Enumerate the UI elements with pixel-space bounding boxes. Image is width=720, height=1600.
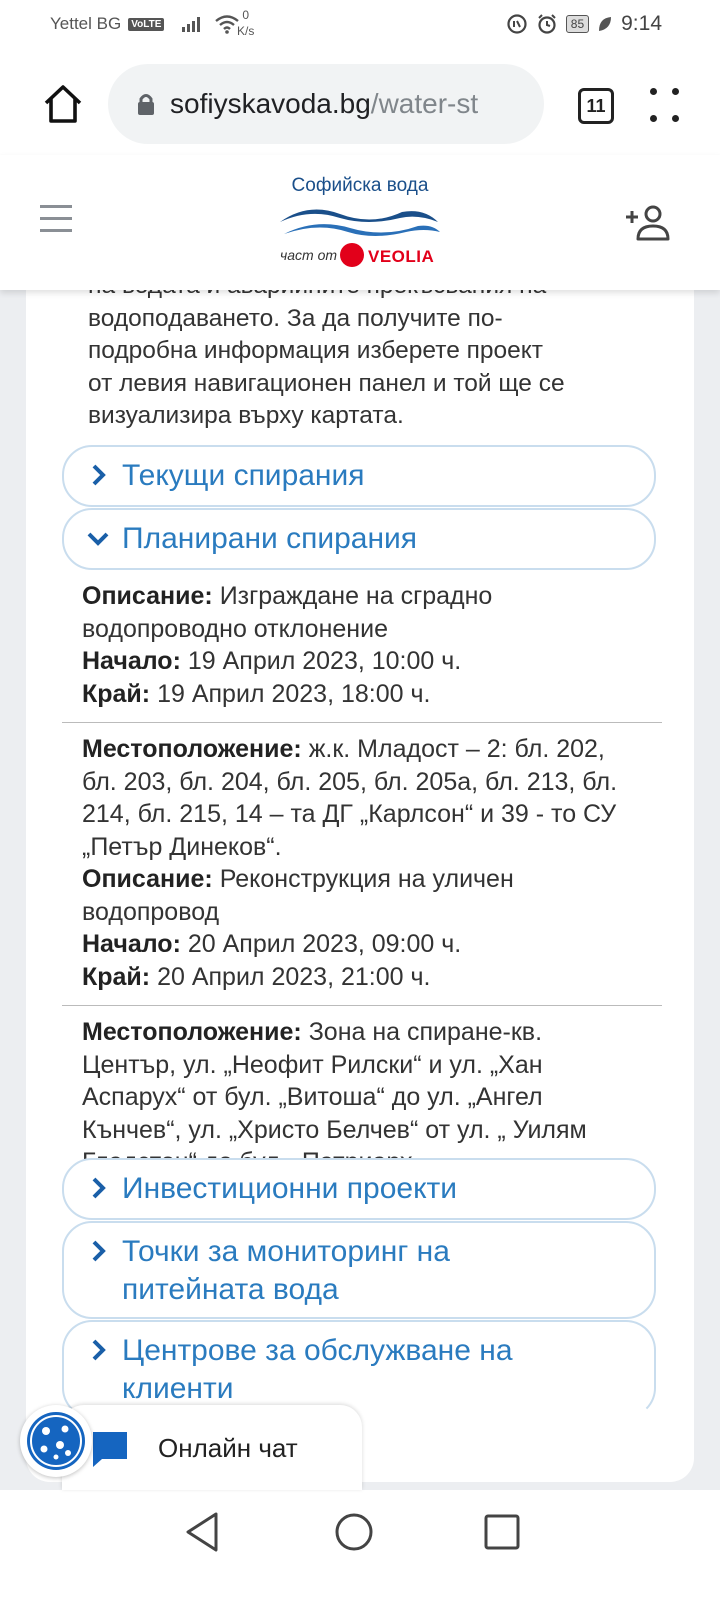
status-left — [50, 14, 240, 34]
start-label: Начало: — [82, 647, 181, 675]
start-value: 20 Април 2023, 09:00 ч. — [187, 930, 462, 958]
clock: 9:14 — [621, 12, 662, 35]
end-label: Край: — [82, 679, 151, 708]
address-bar[interactable] — [108, 64, 544, 144]
chevron-right-icon — [86, 463, 110, 487]
chevron-right-icon — [86, 1176, 110, 1200]
intro-line: визуализира върху картата. — [88, 402, 404, 429]
speed-value: 0 — [242, 8, 250, 22]
volte-badge: VoLTE — [128, 18, 164, 31]
end-value: 19 Април 2023, 18:00 ч. — [157, 679, 431, 708]
description-label: Описание: — [82, 865, 213, 893]
veolia-brand: VEOLIA — [368, 247, 435, 266]
accordion-label-line: Точки за мониторинг на — [122, 1235, 450, 1268]
recents-icon[interactable] — [480, 1510, 524, 1554]
lock-icon[interactable] — [136, 92, 156, 116]
content-card — [26, 270, 694, 1482]
chevron-right-icon — [86, 1239, 110, 1263]
accordion-planned-outages[interactable] — [62, 508, 656, 570]
home-nav-icon[interactable] — [332, 1510, 376, 1554]
site-header — [0, 155, 720, 290]
chevron-down-icon — [86, 526, 110, 550]
accordion-label-line: клиенти — [122, 1372, 234, 1405]
speed-unit: K/s — [237, 24, 255, 38]
network-speed — [237, 7, 254, 39]
intro-text — [88, 270, 658, 433]
browser-toolbar — [0, 50, 720, 155]
description-label: Описание: — [82, 582, 213, 610]
data-saver-icon — [506, 13, 528, 35]
online-chat-button[interactable] — [62, 1405, 362, 1490]
more-menu-icon[interactable] — [650, 88, 680, 124]
accordion-label: Планирани спирания — [122, 522, 418, 555]
location-value: ж.к. Младост – 2: бл. 202, бл. 203, бл. 204, бл. 205, бл. 205а, бл. 213, бл. 214, бл. 215, 14 – та ДГ „Карлсон“ и 39 - то СУ „Петър Динеков“. — [82, 735, 618, 861]
accordion-current-outages[interactable] — [62, 445, 656, 507]
accordion-label: Текущи спирания — [122, 459, 365, 492]
hamburger-menu-icon[interactable] — [40, 205, 72, 233]
cookie-settings-button[interactable] — [20, 1405, 92, 1477]
accordion-customer-centers[interactable] — [62, 1320, 656, 1418]
back-icon[interactable] — [180, 1510, 224, 1554]
location-value: Зона на спиране-кв. Център, ул. „Неофит Рилски“ и ул. „Хан Аспарух“ от бул. „Витоша“ до ул. „Ангел Кънчев“, ул. „Христо Белчев“ от ул. „ Уилям — [82, 1018, 587, 1144]
description-value: Реконструкция на уличен водопровод — [82, 865, 514, 926]
veolia-logo-icon — [340, 243, 364, 267]
planned-outages-list[interactable] — [62, 570, 662, 1158]
end-value: 20 Април 2023, 21:00 ч. — [157, 962, 431, 991]
list-item — [62, 723, 662, 1006]
chat-label: Онлайн чат — [158, 1433, 298, 1463]
location-label: Местоположение: — [82, 735, 302, 763]
accordion-label — [122, 1223, 450, 1309]
logo-subtitle: част от — [280, 247, 338, 263]
intro-line: подробна информация изберете проект — [88, 337, 543, 364]
chevron-right-icon — [86, 1338, 110, 1362]
cookie-icon — [20, 1405, 92, 1477]
end-label: Край: — [82, 962, 151, 991]
intro-line: от левия навигационен панел и той ще се — [88, 369, 565, 397]
leaf-icon — [597, 15, 613, 33]
accordion-investment-projects[interactable] — [62, 1158, 656, 1220]
logo-title[interactable]: Софийска вода — [291, 175, 429, 196]
start-value: 19 Април 2023, 10:00 ч. — [187, 647, 462, 675]
carrier-name: Yettel BG — [50, 14, 122, 33]
alarm-icon — [536, 13, 558, 35]
system-nav-bar — [0, 1490, 720, 1600]
url-path: /water-st — [370, 88, 479, 119]
home-icon[interactable] — [42, 84, 84, 124]
add-user-icon[interactable] — [624, 205, 670, 241]
tab-switcher-button[interactable]: 11 — [578, 88, 614, 124]
location-label: Местоположение: — [82, 1018, 302, 1046]
logo-waves-icon[interactable] — [278, 200, 442, 242]
status-bar — [0, 0, 720, 50]
accordion-label: Инвестиционни проекти — [122, 1172, 458, 1205]
accordion-water-monitoring[interactable] — [62, 1221, 656, 1319]
start-label: Начало: — [82, 930, 181, 958]
battery-level: 85 — [566, 15, 589, 33]
list-item — [62, 570, 662, 723]
intro-line: водоподаването. За да получите по- — [88, 304, 503, 332]
url-host: sofiyskavoda.bg — [170, 88, 371, 119]
description-value: Изграждане на сградно водопроводно отклонение — [82, 582, 493, 643]
status-right — [506, 12, 662, 36]
accordion-label-line: Центрове за обслужване на — [122, 1334, 513, 1367]
chat-bubble-icon — [90, 1429, 130, 1469]
signal-icon — [182, 16, 200, 32]
accordion-label — [122, 1322, 513, 1408]
accordion-label-line: питейната вода — [122, 1273, 339, 1306]
